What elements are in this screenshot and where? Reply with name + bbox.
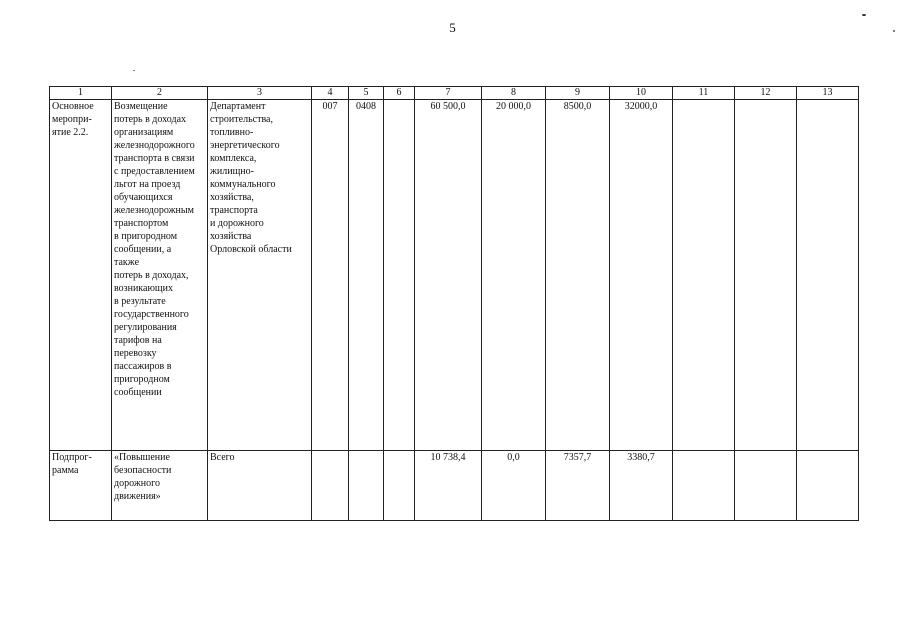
cell-year-1: 20 000,0 <box>482 100 546 451</box>
cell-total: 10 738,4 <box>415 451 482 521</box>
cell-grbs: 007 <box>312 100 349 451</box>
cell-year-6 <box>797 100 859 451</box>
col-header-12: 12 <box>735 87 797 100</box>
budget-table <box>49 86 859 521</box>
col-header-4: 4 <box>312 87 349 100</box>
scan-speck <box>893 30 895 32</box>
col-header-8: 8 <box>482 87 546 100</box>
scan-speck <box>862 14 866 16</box>
cell-rzpr: 0408 <box>349 100 384 451</box>
cell-year-1: 0,0 <box>482 451 546 521</box>
cell-year-3: 3380,7 <box>610 451 673 521</box>
col-header-3: 3 <box>208 87 312 100</box>
page-number: 5 <box>449 20 456 35</box>
cell-status: Подпрог- рамма <box>50 451 112 521</box>
cell-grbs <box>312 451 349 521</box>
cell-year-3: 32000,0 <box>610 100 673 451</box>
col-header-11: 11 <box>673 87 735 100</box>
scan-speck <box>133 70 135 71</box>
cell-year-5 <box>735 100 797 451</box>
col-header-2: 2 <box>112 87 208 100</box>
cell-title: «Повышение безопасности дорожного движения» <box>112 451 208 521</box>
cell-year-6 <box>797 451 859 521</box>
cell-status: Основное меропри- ятие 2.2. <box>50 100 112 451</box>
col-header-9: 9 <box>546 87 610 100</box>
header-row <box>50 87 859 100</box>
table-row <box>50 451 859 521</box>
cell-year-2: 8500,0 <box>546 100 610 451</box>
col-header-13: 13 <box>797 87 859 100</box>
col-header-5: 5 <box>349 87 384 100</box>
cell-csr <box>384 100 415 451</box>
cell-rzpr <box>349 451 384 521</box>
col-header-6: 6 <box>384 87 415 100</box>
cell-year-2: 7357,7 <box>546 451 610 521</box>
cell-executor: Департамент строительства, топливно- энергетического комплекса, жилищно- коммунального хозяйства, транспорта и дорожного хозяйства Орловской области <box>208 100 312 451</box>
cell-year-4 <box>673 451 735 521</box>
col-header-7: 7 <box>415 87 482 100</box>
col-header-1: 1 <box>50 87 112 100</box>
col-header-10: 10 <box>610 87 673 100</box>
table-row <box>50 100 859 451</box>
cell-title: Возмещение потерь в доходах организациям железнодорожного транспорта в связи с предоставлением льгот на проезд обучающихся железнодорожным транспортом в пригородном сообщении, а также потерь в доходах, возникающих в результате государственного регулирования тарифов на перевозку пассажиров в пригородном сообщении <box>112 100 208 451</box>
cell-csr <box>384 451 415 521</box>
cell-year-4 <box>673 100 735 451</box>
cell-year-5 <box>735 451 797 521</box>
cell-executor: Всего <box>208 451 312 521</box>
cell-total: 60 500,0 <box>415 100 482 451</box>
